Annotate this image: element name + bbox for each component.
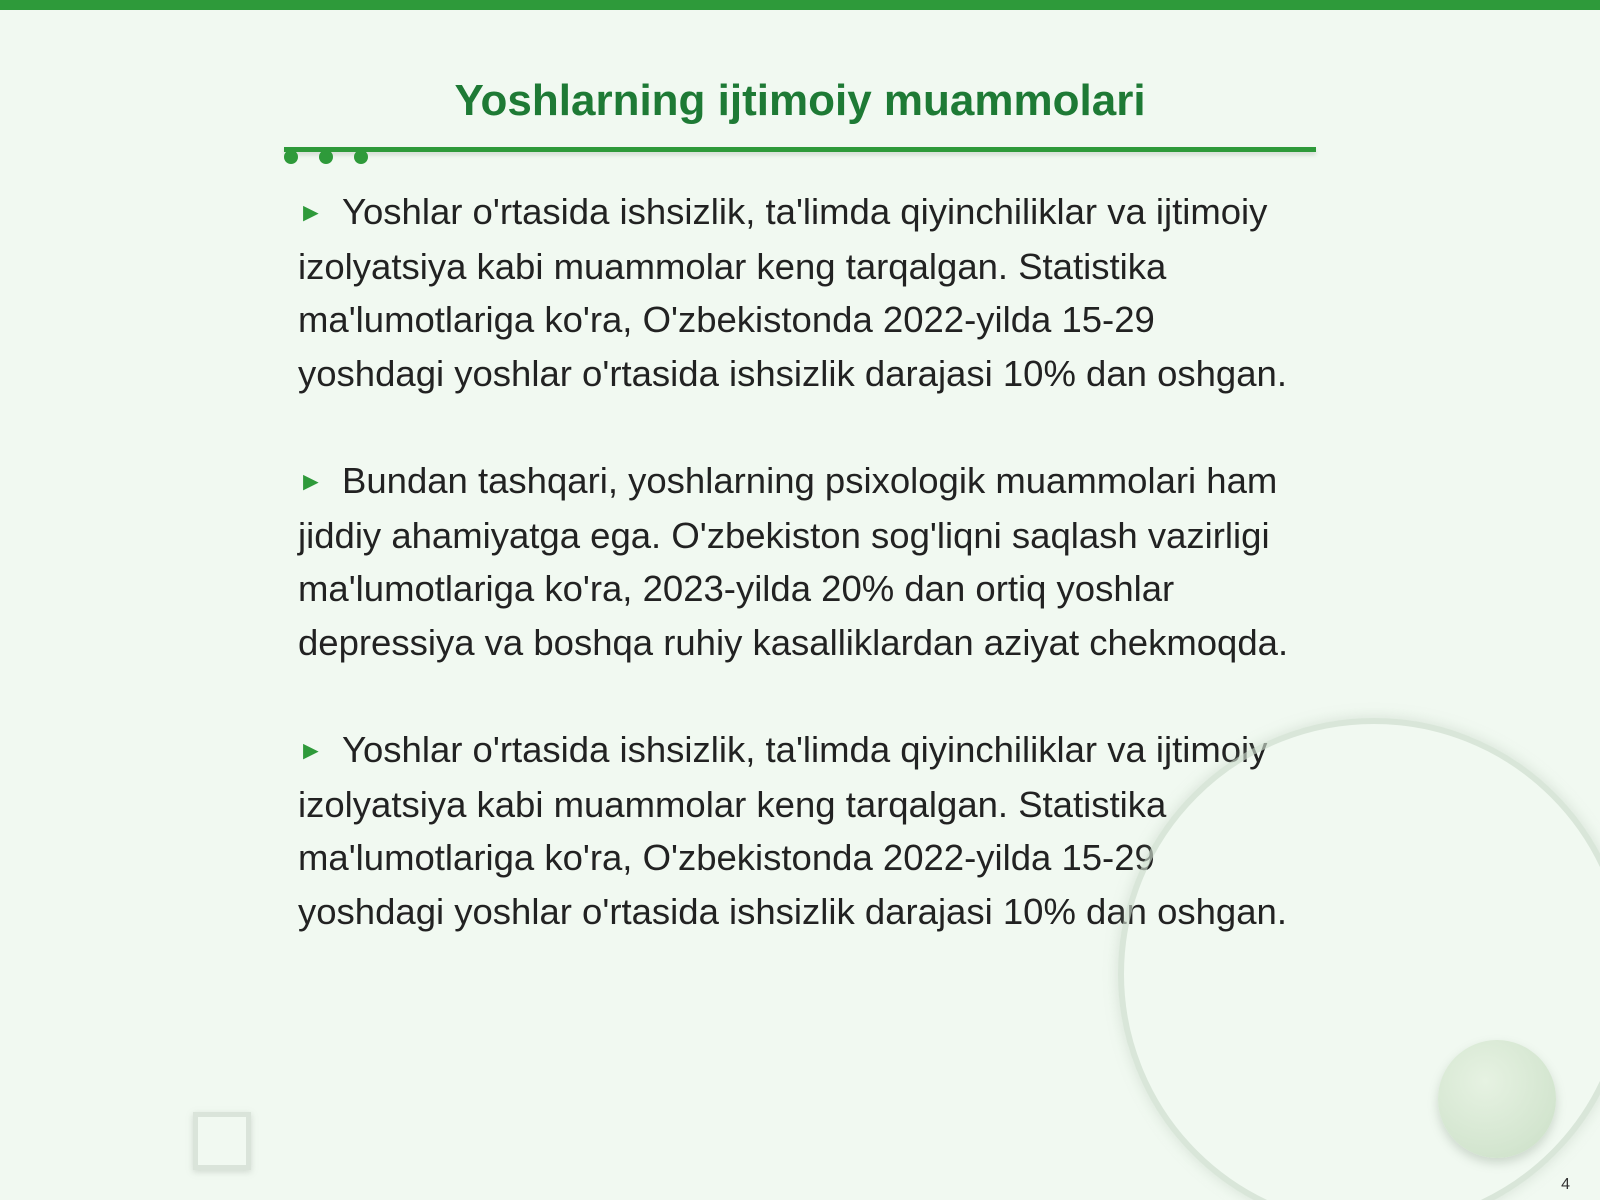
slide-title: Yoshlarning ijtimoiy muammolari	[454, 76, 1146, 125]
triangle-bullet-icon: ►	[298, 466, 324, 496]
decorative-dot-icon	[354, 150, 368, 164]
bullet-text: Yoshlar o'rtasida ishsizlik, ta'limda qiyinchiliklar va ijtimoiy izolyatsiya kabi muammolar keng tarqalgan. Statistika ma'lumotlariga ko'ra, O'zbekistonda 2022-yilda 15-29 yoshdagi yoshlar o'rtasida ishsizlik darajasi 10% dan oshgan.	[298, 191, 1287, 394]
bullet-item	[298, 454, 1308, 669]
decorative-dot-icon	[284, 150, 298, 164]
title-underline	[284, 147, 1316, 152]
bullet-item	[298, 185, 1308, 400]
decorative-disc-icon	[1438, 1040, 1556, 1158]
page-number: 4	[1561, 1176, 1570, 1193]
bullet-text: Yoshlar o'rtasida ishsizlik, ta'limda qiyinchiliklar va ijtimoiy izolyatsiya kabi muammolar keng tarqalgan. Statistika ma'lumotlariga ko'ra, O'zbekistonda 2022-yilda 15-29 yoshdagi yoshlar o'rtasida ishsizlik darajasi 10% dan oshgan.	[298, 729, 1287, 932]
decorative-square-icon	[193, 1112, 251, 1170]
triangle-bullet-icon: ►	[298, 197, 324, 227]
decorative-dot-icon	[319, 150, 333, 164]
top-accent-bar	[0, 0, 1600, 10]
bullet-text: Bundan tashqari, yoshlarning psixologik muammolari ham jiddiy ahamiyatga ega. O'zbekiston sog'liqni saqlash vazirligi ma'lumotlariga ko'ra, 2023-yilda 20% dan ortiq yoshlar depressiya va boshqa ruhiy kasalliklardan aziyat chekmoqda.	[298, 460, 1289, 663]
triangle-bullet-icon: ►	[298, 735, 324, 765]
